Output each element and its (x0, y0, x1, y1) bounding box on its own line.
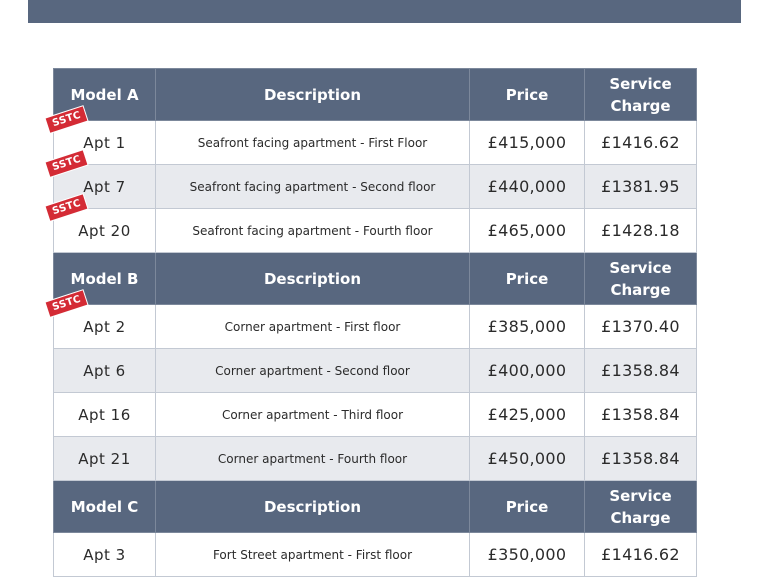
apartment-label: Apt 2 (83, 317, 126, 336)
price-cell: £350,000 (470, 533, 585, 577)
description-cell: Seafront facing apartment - First Floor (156, 121, 470, 165)
top-banner (28, 0, 741, 23)
description-cell: Corner apartment - Fourth floor (156, 437, 470, 481)
service-charge-cell: £1358.84 (585, 393, 697, 437)
price-cell: £425,000 (470, 393, 585, 437)
service-charge-header (585, 481, 697, 533)
model-label: Model B (54, 253, 156, 305)
table-row (54, 393, 697, 437)
model-b-header-row (54, 253, 697, 305)
price-cell: £415,000 (470, 121, 585, 165)
service-header-line2: Charge (610, 280, 671, 299)
price-cell: £400,000 (470, 349, 585, 393)
service-charge-cell: £1358.84 (585, 349, 697, 393)
apartment-cell (51, 197, 156, 253)
price-cell: £465,000 (470, 209, 585, 253)
table-row (54, 437, 697, 481)
model-label: Model C (54, 481, 156, 533)
description-cell: Corner apartment - Second floor (156, 349, 470, 393)
service-header-line1: Service (609, 74, 672, 93)
description-cell: Corner apartment - Third floor (156, 393, 470, 437)
service-header-line1: Service (609, 486, 672, 505)
apartment-cell (51, 293, 156, 349)
table-row (54, 121, 697, 165)
price-header: Price (470, 253, 585, 305)
service-charge-cell: £1428.18 (585, 209, 697, 253)
service-charge-cell: £1416.62 (585, 533, 697, 577)
service-charge-cell: £1381.95 (585, 165, 697, 209)
price-header: Price (470, 481, 585, 533)
price-cell: £385,000 (470, 305, 585, 349)
table-row (54, 533, 697, 577)
description-header: Description (156, 481, 470, 533)
service-charge-cell: £1370.40 (585, 305, 697, 349)
service-charge-cell: £1358.84 (585, 437, 697, 481)
sstc-badge: SSTC (46, 106, 88, 132)
service-header-line2: Charge (610, 96, 671, 115)
apartment-label: Apt 21 (54, 437, 156, 481)
sstc-badge: SSTC (46, 150, 88, 176)
service-charge-header (585, 253, 697, 305)
sstc-badge: SSTC (46, 194, 88, 220)
apartment-label: Apt 20 (78, 221, 131, 240)
model-label: Model A (54, 69, 156, 121)
apartment-label: Apt 7 (83, 177, 126, 196)
table-row (54, 305, 697, 349)
apartment-label: Apt 3 (54, 533, 156, 577)
description-header: Description (156, 253, 470, 305)
price-table (53, 68, 697, 577)
service-header-line2: Charge (610, 508, 671, 527)
price-cell: £440,000 (470, 165, 585, 209)
table-row (54, 209, 697, 253)
table-row (54, 349, 697, 393)
model-a-header-row (54, 69, 697, 121)
description-cell: Fort Street apartment - First floor (156, 533, 470, 577)
apartment-label: Apt 1 (83, 133, 126, 152)
description-cell: Seafront facing apartment - Fourth floor (156, 209, 470, 253)
model-c-header-row (54, 481, 697, 533)
description-cell: Seafront facing apartment - Second floor (156, 165, 470, 209)
service-charge-cell: £1416.62 (585, 121, 697, 165)
apartment-label: Apt 16 (54, 393, 156, 437)
price-cell: £450,000 (470, 437, 585, 481)
sstc-badge: SSTC (46, 290, 88, 316)
service-header-line1: Service (609, 258, 672, 277)
table-row (54, 165, 697, 209)
description-header: Description (156, 69, 470, 121)
description-cell: Corner apartment - First floor (156, 305, 470, 349)
apartment-label: Apt 6 (54, 349, 156, 393)
service-charge-header (585, 69, 697, 121)
price-header: Price (470, 69, 585, 121)
